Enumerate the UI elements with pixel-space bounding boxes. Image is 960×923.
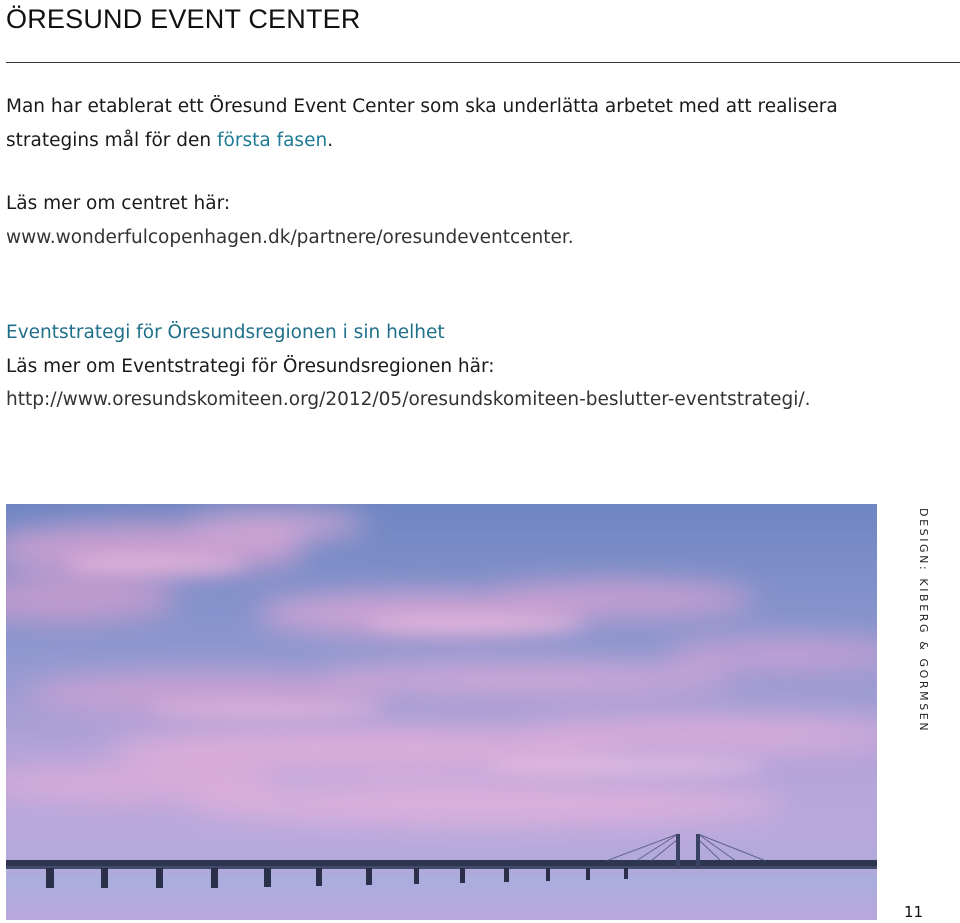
readmore-label: Läs mer om centret här: (6, 193, 231, 214)
intro-line-2: strategins mål för den (6, 130, 218, 151)
strategy-label: Läs mer om Eventstrategi för Öresundsregionen här: (6, 356, 495, 377)
strategy-heading: Eventstrategi för Öresundsregionen i sin helhet (6, 322, 445, 343)
oresundskomiteen-link[interactable]: http://www.oresundskomiteen.org/2012/05/oresundskomiteen-beslutter-eventstrategi/. (6, 389, 811, 410)
page-title: ÖRESUND EVENT CENTER (6, 4, 361, 34)
title-divider (6, 62, 960, 63)
intro-line-1: Man har etablerat ett Öresund Event Center som ska underlätta arbetet med att realisera (6, 96, 838, 117)
intro-line-2-end: . (327, 130, 334, 151)
design-credit: DESIGN: KIBERG & GORMSEN (917, 508, 930, 734)
first-phase-link[interactable]: första fasen (217, 130, 328, 151)
page-number: 11 (904, 903, 924, 921)
intro-paragraph (6, 90, 838, 158)
wonderfulcopenhagen-link[interactable]: www.wonderfulcopenhagen.dk/partnere/oresundeventcenter. (6, 227, 574, 248)
readmore-paragraph (6, 187, 574, 255)
bridge-photo (6, 504, 877, 920)
